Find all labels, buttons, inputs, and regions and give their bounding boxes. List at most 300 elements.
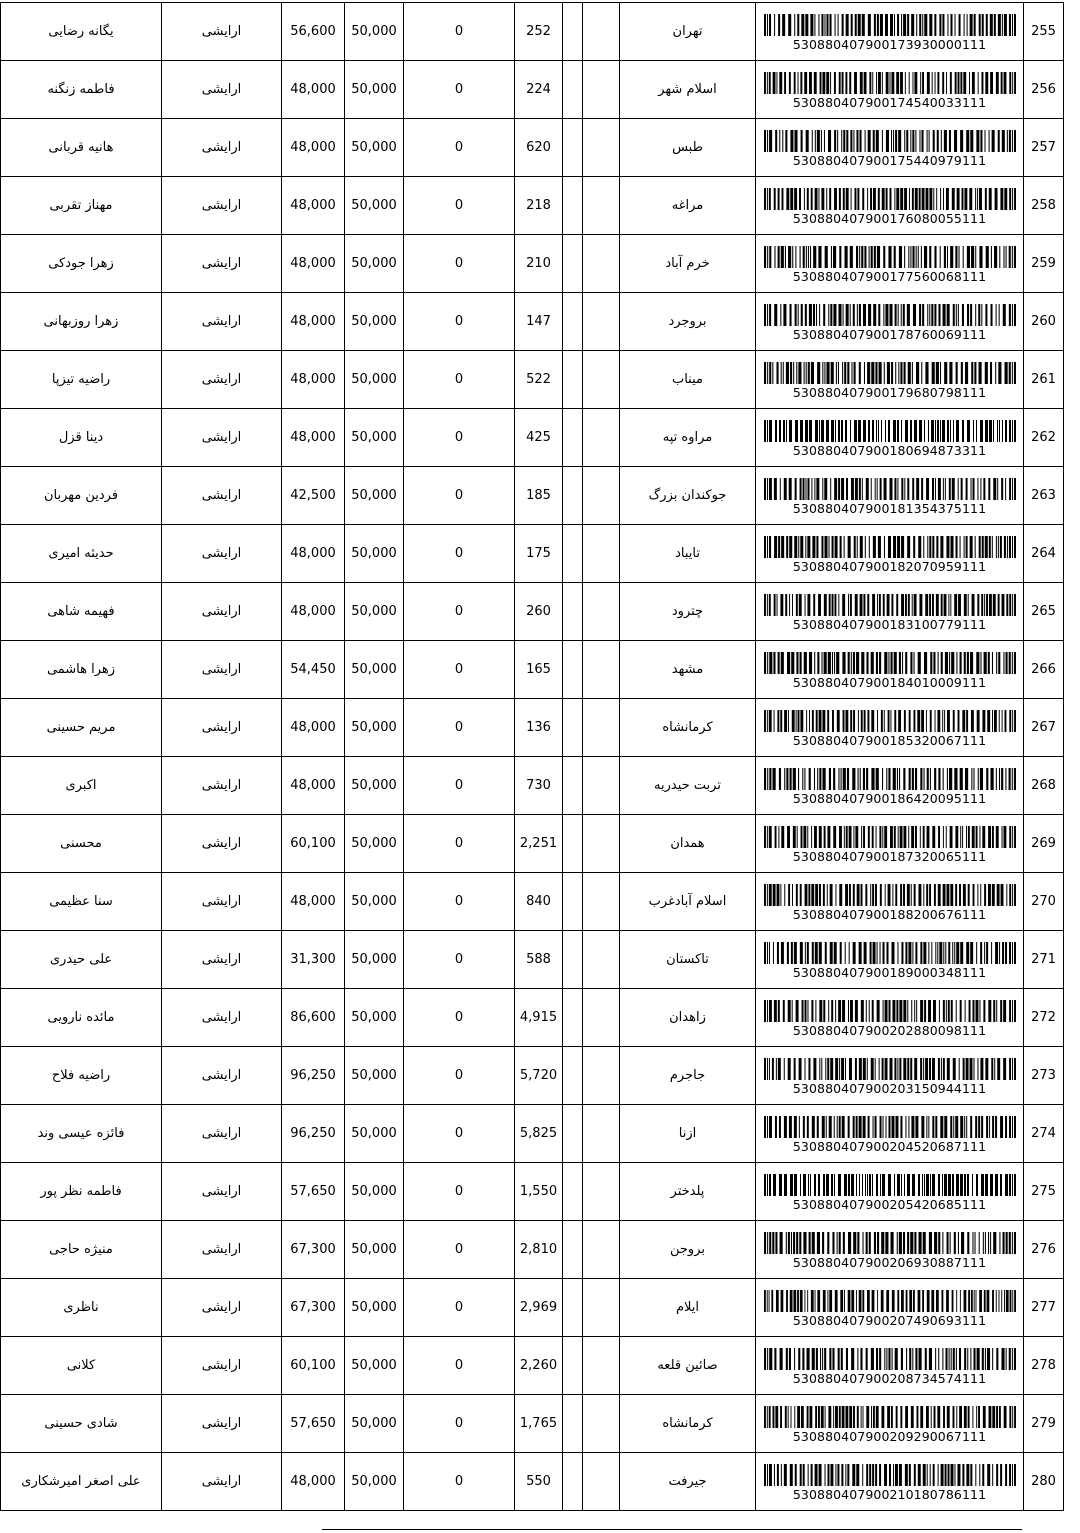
count-text: 588 — [526, 951, 551, 967]
row-number-cell — [1024, 3, 1064, 61]
recipient-name-text: مهناز تقربی — [49, 197, 113, 213]
total-text: 48,000 — [290, 719, 336, 735]
count-cell — [515, 235, 563, 293]
row-number-text: 277 — [1031, 1299, 1056, 1315]
row-number-cell — [1024, 409, 1064, 467]
total-text: 96,250 — [290, 1125, 336, 1141]
barcode-number: 530880407900184010009111 — [792, 674, 987, 690]
barcode-cell — [756, 351, 1024, 409]
count-text: 5,720 — [519, 1067, 558, 1083]
blank-cell — [563, 931, 583, 989]
total-cell — [282, 3, 345, 61]
city-text: ایلام — [675, 1299, 700, 1315]
barcode-number: 530880407900181354375111 — [792, 500, 987, 516]
barcode-number: 530880407900177560068111 — [792, 268, 987, 284]
barcode-graphic — [764, 1406, 1016, 1428]
amount-text: 50,000 — [351, 429, 397, 445]
blank-cell — [563, 235, 583, 293]
barcode-graphic — [764, 304, 1016, 326]
recipient-name-cell — [1, 1163, 162, 1221]
row-number-text: 270 — [1031, 893, 1056, 909]
recipient-name-cell — [1, 815, 162, 873]
category-text: ارایشی — [201, 81, 242, 97]
amount-text: 50,000 — [351, 1183, 397, 1199]
recipient-name-cell — [1, 873, 162, 931]
city-text: اسلام آبادغرب — [648, 893, 727, 909]
count-cell — [515, 351, 563, 409]
recipient-name-cell — [1, 3, 162, 61]
recipient-name-text: زهرا هاشمی — [46, 661, 116, 677]
city-text: کرمانشاه — [662, 1415, 713, 1431]
count-cell — [515, 293, 563, 351]
recipient-name-text: علی حیدری — [49, 951, 113, 967]
barcode-cell — [756, 61, 1024, 119]
blank-cell — [563, 1221, 583, 1279]
barcode-cell — [756, 1279, 1024, 1337]
total-text: 48,000 — [290, 429, 336, 445]
amount-cell — [345, 641, 404, 699]
blank-cell — [583, 583, 620, 641]
blank-cell — [563, 815, 583, 873]
table-row — [1, 177, 1064, 235]
barcode-cell — [756, 1337, 1024, 1395]
bottom-rule — [322, 1529, 1022, 1530]
count-cell — [515, 583, 563, 641]
barcode-graphic — [764, 362, 1016, 384]
category-text: ارایشی — [201, 1415, 242, 1431]
barcode-graphic — [764, 1348, 1016, 1370]
blank-cell — [583, 119, 620, 177]
blank-cell — [583, 1453, 620, 1511]
barcode-graphic — [764, 1232, 1016, 1254]
total-text: 48,000 — [290, 603, 336, 619]
blank-cell — [563, 351, 583, 409]
category-text: ارایشی — [201, 661, 242, 677]
city-cell — [620, 989, 756, 1047]
barcode-number: 530880407900175440979111 — [792, 152, 987, 168]
count-text: 147 — [526, 313, 551, 329]
recipient-name-cell — [1, 989, 162, 1047]
city-cell — [620, 351, 756, 409]
recipient-name-cell — [1, 525, 162, 583]
recipient-name-cell — [1, 1395, 162, 1453]
row-number-cell — [1024, 699, 1064, 757]
row-number-cell — [1024, 1163, 1064, 1221]
row-number-text: 265 — [1031, 603, 1056, 619]
zero-cell — [404, 1221, 515, 1279]
row-number-text: 261 — [1031, 371, 1056, 387]
zero-text: 0 — [454, 1473, 464, 1489]
total-text: 57,650 — [290, 1183, 336, 1199]
barcode-graphic — [764, 1116, 1016, 1138]
city-cell — [620, 3, 756, 61]
count-text: 730 — [526, 777, 551, 793]
zero-text: 0 — [454, 603, 464, 619]
table-row — [1, 1221, 1064, 1279]
category-text: ارایشی — [201, 23, 242, 39]
city-cell — [620, 293, 756, 351]
city-cell — [620, 235, 756, 293]
zero-cell — [404, 467, 515, 525]
barcode-cell — [756, 467, 1024, 525]
barcode-graphic — [764, 942, 1016, 964]
total-cell — [282, 873, 345, 931]
row-number-cell — [1024, 583, 1064, 641]
city-text: جوکندان بزرگ — [648, 487, 727, 503]
barcode-graphic — [764, 536, 1016, 558]
barcode-cell — [756, 235, 1024, 293]
city-text: مراوه تپه — [662, 429, 713, 445]
category-cell — [162, 351, 282, 409]
total-text: 48,000 — [290, 255, 336, 271]
zero-text: 0 — [454, 835, 464, 851]
city-cell — [620, 641, 756, 699]
category-cell — [162, 525, 282, 583]
barcode-number: 530880407900182070959111 — [792, 558, 987, 574]
amount-cell — [345, 1221, 404, 1279]
category-cell — [162, 467, 282, 525]
recipient-name-text: فائزه عیسی وند — [37, 1125, 125, 1141]
table-row — [1, 1395, 1064, 1453]
barcode-cell — [756, 119, 1024, 177]
row-number-cell — [1024, 61, 1064, 119]
barcode-cell — [756, 931, 1024, 989]
blank-cell — [583, 467, 620, 525]
total-text: 48,000 — [290, 777, 336, 793]
count-cell — [515, 1221, 563, 1279]
barcode-cell — [756, 873, 1024, 931]
zero-cell — [404, 1163, 515, 1221]
count-text: 840 — [526, 893, 551, 909]
count-text: 210 — [526, 255, 551, 271]
category-text: ارایشی — [201, 1357, 242, 1373]
blank-cell — [583, 757, 620, 815]
row-number-cell — [1024, 1047, 1064, 1105]
category-text: ارایشی — [201, 719, 242, 735]
amount-text: 50,000 — [351, 545, 397, 561]
amount-text: 50,000 — [351, 777, 397, 793]
blank-cell — [583, 61, 620, 119]
total-cell — [282, 351, 345, 409]
recipient-name-text: فاطمه نظر پور — [40, 1183, 122, 1199]
table-row — [1, 235, 1064, 293]
total-text: 48,000 — [290, 197, 336, 213]
city-cell — [620, 177, 756, 235]
amount-cell — [345, 525, 404, 583]
city-text: کرمانشاه — [662, 719, 713, 735]
row-number-text: 258 — [1031, 197, 1056, 213]
barcode-cell — [756, 641, 1024, 699]
recipient-name-text: دینا قزل — [58, 429, 104, 445]
category-cell — [162, 1395, 282, 1453]
recipient-name-cell — [1, 61, 162, 119]
count-text: 522 — [526, 371, 551, 387]
city-cell — [620, 1163, 756, 1221]
total-text: 48,000 — [290, 893, 336, 909]
city-text: ازنا — [678, 1125, 697, 1141]
barcode-graphic — [764, 1290, 1016, 1312]
zero-cell — [404, 1047, 515, 1105]
recipient-name-cell — [1, 119, 162, 177]
total-cell — [282, 119, 345, 177]
recipient-name-text: زهرا روزبهانی — [43, 313, 119, 329]
barcode-graphic — [764, 1000, 1016, 1022]
blank-cell — [583, 293, 620, 351]
zero-cell — [404, 583, 515, 641]
row-number-text: 260 — [1031, 313, 1056, 329]
city-cell — [620, 1337, 756, 1395]
barcode-cell — [756, 1047, 1024, 1105]
blank-cell — [563, 583, 583, 641]
count-cell — [515, 1163, 563, 1221]
total-cell — [282, 989, 345, 1047]
recipient-name-text: سنا عظیمی — [49, 893, 113, 909]
total-cell — [282, 235, 345, 293]
category-text: ارایشی — [201, 197, 242, 213]
barcode-number: 530880407900207490693111 — [792, 1312, 987, 1328]
row-number-text: 266 — [1031, 661, 1056, 677]
table-row — [1, 293, 1064, 351]
total-text: 96,250 — [290, 1067, 336, 1083]
table-row — [1, 699, 1064, 757]
zero-cell — [404, 351, 515, 409]
recipient-name-text: کلانی — [66, 1357, 96, 1373]
category-text: ارایشی — [201, 603, 242, 619]
table-row — [1, 525, 1064, 583]
total-text: 48,000 — [290, 1473, 336, 1489]
recipient-name-text: زهرا جودکی — [48, 255, 114, 271]
category-text: ارایشی — [201, 893, 242, 909]
total-cell — [282, 931, 345, 989]
blank-cell — [583, 873, 620, 931]
total-text: 42,500 — [290, 487, 336, 503]
recipient-name-cell — [1, 177, 162, 235]
total-text: 48,000 — [290, 139, 336, 155]
recipient-name-text: علی اصغر امیرشکاری — [21, 1473, 141, 1489]
row-number-cell — [1024, 525, 1064, 583]
total-cell — [282, 1105, 345, 1163]
zero-text: 0 — [454, 1183, 464, 1199]
total-text: 48,000 — [290, 545, 336, 561]
zero-cell — [404, 699, 515, 757]
barcode-cell — [756, 3, 1024, 61]
barcode-graphic — [764, 72, 1016, 94]
zero-cell — [404, 815, 515, 873]
amount-text: 50,000 — [351, 661, 397, 677]
total-cell — [282, 641, 345, 699]
total-text: 54,450 — [290, 661, 336, 677]
category-text: ارایشی — [201, 313, 242, 329]
table-row — [1, 873, 1064, 931]
barcode-graphic — [764, 246, 1016, 268]
count-cell — [515, 1337, 563, 1395]
category-cell — [162, 873, 282, 931]
zero-cell — [404, 989, 515, 1047]
total-cell — [282, 699, 345, 757]
category-cell — [162, 1279, 282, 1337]
barcode-number: 530880407900206930887111 — [792, 1254, 987, 1270]
blank-cell — [563, 61, 583, 119]
blank-cell — [563, 873, 583, 931]
row-number-cell — [1024, 873, 1064, 931]
city-cell — [620, 119, 756, 177]
zero-cell — [404, 757, 515, 815]
barcode-cell — [756, 177, 1024, 235]
row-number-text: 256 — [1031, 81, 1056, 97]
category-text: ارایشی — [201, 429, 242, 445]
recipient-name-cell — [1, 699, 162, 757]
category-text: ارایشی — [201, 835, 242, 851]
barcode-number: 530880407900202880098111 — [792, 1022, 987, 1038]
amount-text: 50,000 — [351, 313, 397, 329]
amount-cell — [345, 409, 404, 467]
recipient-name-cell — [1, 757, 162, 815]
table-row — [1, 815, 1064, 873]
barcode-number: 530880407900187320065111 — [792, 848, 987, 864]
count-text: 1,550 — [519, 1183, 558, 1199]
shipment-table — [0, 2, 1064, 1511]
total-text: 48,000 — [290, 81, 336, 97]
barcode-number: 530880407900176080055111 — [792, 210, 987, 226]
zero-cell — [404, 1105, 515, 1163]
zero-cell — [404, 1395, 515, 1453]
zero-text: 0 — [454, 313, 464, 329]
city-cell — [620, 525, 756, 583]
city-text: همدان — [670, 835, 705, 851]
barcode-cell — [756, 1221, 1024, 1279]
row-number-cell — [1024, 1221, 1064, 1279]
row-number-cell — [1024, 119, 1064, 177]
zero-cell — [404, 931, 515, 989]
recipient-name-text: حدیثه امیری — [48, 545, 114, 561]
zero-cell — [404, 409, 515, 467]
city-cell — [620, 1221, 756, 1279]
amount-cell — [345, 61, 404, 119]
barcode-graphic — [764, 478, 1016, 500]
city-cell — [620, 1395, 756, 1453]
category-text: ارایشی — [201, 951, 242, 967]
table-row — [1, 351, 1064, 409]
total-cell — [282, 1453, 345, 1511]
row-number-text: 276 — [1031, 1241, 1056, 1257]
total-text: 48,000 — [290, 313, 336, 329]
category-cell — [162, 1221, 282, 1279]
barcode-graphic — [764, 884, 1016, 906]
row-number-text: 263 — [1031, 487, 1056, 503]
count-text: 2,810 — [519, 1241, 558, 1257]
recipient-name-text: فهیمه شاهی — [47, 603, 115, 619]
category-text: ارایشی — [201, 1241, 242, 1257]
category-cell — [162, 409, 282, 467]
barcode-number: 530880407900204520687111 — [792, 1138, 987, 1154]
amount-cell — [345, 699, 404, 757]
city-text: چترود — [671, 603, 704, 619]
zero-text: 0 — [454, 777, 464, 793]
blank-cell — [563, 293, 583, 351]
table-row — [1, 989, 1064, 1047]
blank-cell — [563, 757, 583, 815]
category-text: ارایشی — [201, 487, 242, 503]
row-number-cell — [1024, 931, 1064, 989]
barcode-number: 530880407900189000348111 — [792, 964, 987, 980]
barcode-number: 530880407900205420685111 — [792, 1196, 987, 1212]
total-cell — [282, 1395, 345, 1453]
category-cell — [162, 1453, 282, 1511]
row-number-cell — [1024, 641, 1064, 699]
barcode-number: 530880407900188200676111 — [792, 906, 987, 922]
recipient-name-cell — [1, 1337, 162, 1395]
total-cell — [282, 467, 345, 525]
city-text: زاهدان — [669, 1009, 706, 1025]
city-text: تهران — [672, 23, 703, 39]
blank-cell — [563, 467, 583, 525]
row-number-cell — [1024, 989, 1064, 1047]
zero-text: 0 — [454, 1125, 464, 1141]
blank-cell — [563, 119, 583, 177]
category-text: ارایشی — [201, 1067, 242, 1083]
count-cell — [515, 3, 563, 61]
amount-cell — [345, 815, 404, 873]
blank-cell — [583, 1047, 620, 1105]
barcode-graphic — [764, 1174, 1016, 1196]
count-text: 2,969 — [519, 1299, 558, 1315]
amount-cell — [345, 235, 404, 293]
amount-cell — [345, 467, 404, 525]
total-text: 60,100 — [290, 1357, 336, 1373]
row-number-cell — [1024, 235, 1064, 293]
barcode-number: 530880407900185320067111 — [792, 732, 987, 748]
city-text: جیرفت — [668, 1473, 707, 1489]
barcode-number: 530880407900178760069111 — [792, 326, 987, 342]
city-text: تاکستان — [666, 951, 709, 967]
total-text: 86,600 — [290, 1009, 336, 1025]
blank-cell — [583, 1337, 620, 1395]
row-number-text: 268 — [1031, 777, 1056, 793]
blank-cell — [563, 699, 583, 757]
zero-cell — [404, 177, 515, 235]
amount-text: 50,000 — [351, 81, 397, 97]
recipient-name-cell — [1, 1279, 162, 1337]
blank-cell — [583, 1105, 620, 1163]
city-cell — [620, 583, 756, 641]
row-number-text: 272 — [1031, 1009, 1056, 1025]
row-number-cell — [1024, 1279, 1064, 1337]
count-cell — [515, 873, 563, 931]
amount-cell — [345, 1453, 404, 1511]
city-text: تایباد — [675, 545, 700, 561]
count-text: 252 — [526, 23, 551, 39]
category-text: ارایشی — [201, 1183, 242, 1199]
row-number-cell — [1024, 1395, 1064, 1453]
category-text: ارایشی — [201, 1473, 242, 1489]
row-number-text: 255 — [1031, 23, 1056, 39]
blank-cell — [583, 3, 620, 61]
count-cell — [515, 641, 563, 699]
blank-cell — [563, 1279, 583, 1337]
barcode-cell — [756, 1453, 1024, 1511]
count-text: 185 — [526, 487, 551, 503]
row-number-text: 271 — [1031, 951, 1056, 967]
city-cell — [620, 409, 756, 467]
barcode-cell — [756, 699, 1024, 757]
amount-text: 50,000 — [351, 719, 397, 735]
total-cell — [282, 409, 345, 467]
count-cell — [515, 699, 563, 757]
category-cell — [162, 61, 282, 119]
amount-text: 50,000 — [351, 1299, 397, 1315]
amount-text: 50,000 — [351, 23, 397, 39]
zero-cell — [404, 293, 515, 351]
